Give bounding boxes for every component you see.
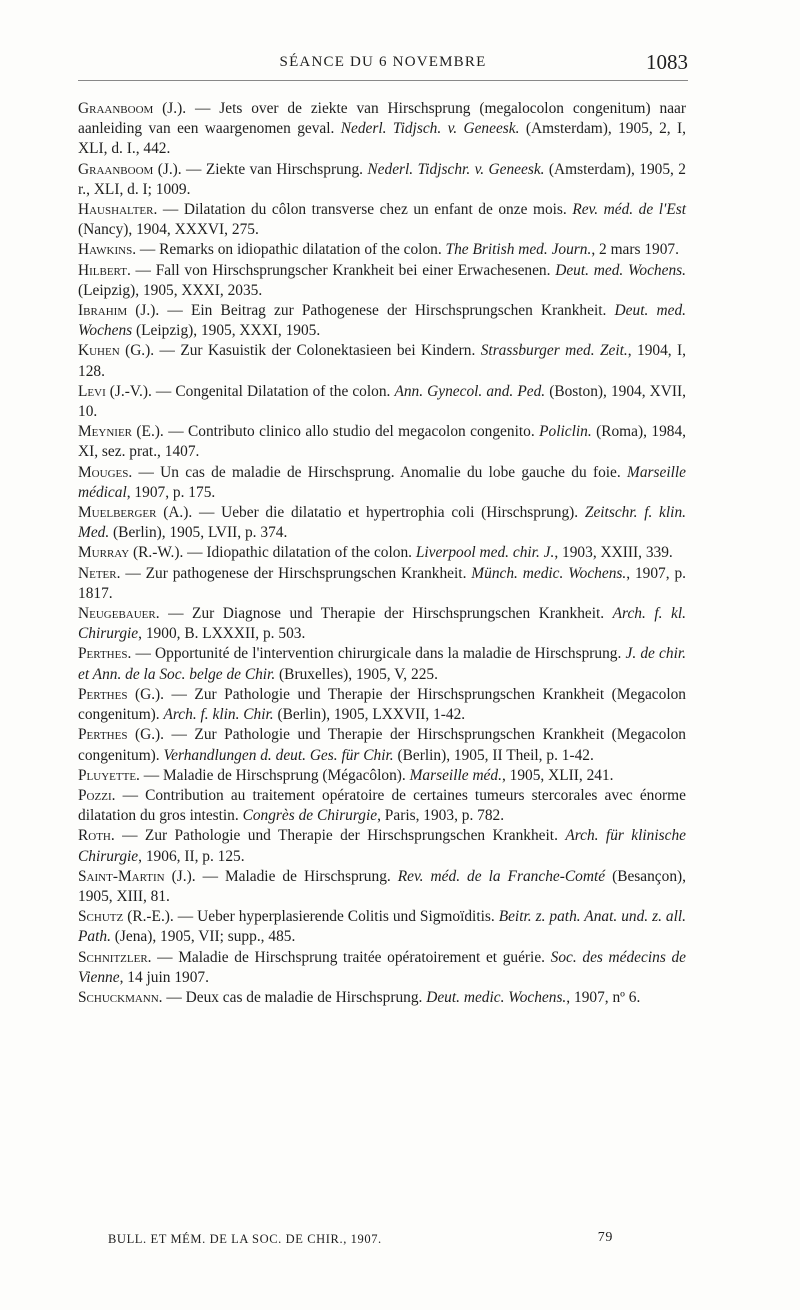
reference-details: (Berlin), 1905, LXXVII, 1-42.	[273, 706, 466, 724]
reference-entry	[78, 382, 686, 422]
reference-author: Kuhen (G.).	[78, 342, 155, 360]
reference-list	[78, 99, 686, 1008]
reference-journal: Deut. med. Wochens	[78, 302, 686, 340]
signature-mark: 79	[597, 1230, 613, 1245]
reference-author: Graanboom (J.).	[78, 160, 182, 178]
reference-title: — Jets over de ziekte van Hirschsprung (megalocolon congenitum) naar aanleiding van een waargenomen geval.	[78, 100, 686, 138]
reference-title: — Zur Pathologie und Therapie der Hirschsprungschen Krankheit (Megacolon congenitum).	[78, 726, 686, 764]
reference-details: , 1907, p. 1817.	[78, 564, 687, 602]
reference-details: , 1904, I, 128.	[78, 342, 687, 380]
reference-entry	[78, 543, 686, 563]
reference-author: Hawkins.	[78, 241, 137, 259]
reference-journal: Soc. des médecins de Vienne	[78, 948, 686, 986]
reference-details: (Roma), 1984, XI, sez. prat., 1407.	[78, 423, 686, 461]
reference-entry	[78, 463, 686, 503]
reference-details: (Amsterdam), 1905, 2 r., XLI, d. I; 1009.	[78, 160, 686, 198]
reference-journal: Zeitschr. f. klin. Med.	[78, 504, 686, 542]
reference-journal: Rev. méd. de l'Est	[572, 201, 686, 219]
reference-title: — Zur Diagnose und Therapie der Hirschsprungschen Krankheit.	[159, 605, 613, 623]
reference-author: Hilbert.	[78, 261, 131, 279]
reference-entry	[78, 240, 686, 260]
reference-author: Muelberger (A.).	[78, 504, 193, 522]
reference-entry	[78, 786, 686, 826]
reference-details: , 2 mars 1907.	[591, 241, 679, 259]
reference-journal: Congrès de Chirurgie	[242, 807, 378, 825]
reference-title: — Ueber hyperplasierende Colitis und Sigmoïditis.	[173, 908, 499, 926]
reference-title: — Congenital Dilatation of the colon.	[151, 382, 395, 400]
reference-entry	[78, 826, 686, 866]
running-title: SÉANCE DU 6 NOVEMBRE	[279, 54, 487, 70]
reference-author: Ibrahim (J.).	[78, 302, 160, 320]
reference-author: Neter.	[78, 564, 121, 582]
reference-journal: Deut. med. Wochens.	[555, 261, 686, 279]
reference-details: (Leipzig), 1905, XXXI, 2035.	[78, 281, 263, 299]
reference-author: Levi (J.-V.).	[78, 382, 152, 400]
reference-author: Schuckmann.	[78, 988, 163, 1006]
reference-details: (Amsterdam), 1905, 2, I, XLI, d. I., 442.	[78, 120, 686, 158]
page-number: 1083	[646, 50, 688, 74]
reference-journal: Deut. medic. Wochens.	[426, 988, 567, 1006]
reference-details: , 1905, XLII, 241.	[501, 766, 614, 784]
reference-title: — Ueber die dilatatio et hypertrophia coli (Hirschsprung).	[192, 504, 585, 522]
reference-entry	[78, 341, 686, 381]
reference-journal: Marseille médical	[78, 463, 686, 501]
reference-author: Murray (R.-W.).	[78, 544, 184, 562]
reference-author: Pluyette.	[78, 766, 140, 784]
reference-title: — Zur Pathologie und Therapie der Hirschsprungschen Krankheit (Megacolon congenitum).	[78, 685, 686, 724]
reference-entry	[78, 160, 686, 200]
reference-title: — Opportunité de l'intervention chirurgicale dans la maladie de Hirschsprung.	[131, 645, 626, 663]
reference-author: Neugebauer.	[78, 605, 160, 623]
reference-entry	[78, 907, 686, 947]
reference-title: — Zur Pathologie und Therapie der Hirschsprungschen Krankheit.	[114, 827, 566, 845]
reference-entry	[78, 685, 686, 725]
footer-journal-line: BULL. ET MÉM. DE LA SOC. DE CHIR., 1907.	[108, 1232, 382, 1246]
reference-entry	[78, 644, 686, 684]
reference-journal: Ann. Gynecol. and. Ped.	[394, 382, 546, 400]
reference-journal: Verhandlungen d. deut. Ges. für Chir.	[163, 746, 394, 764]
reference-title: — Contribution au traitement opératoire de certaines tumeurs stercorales avec énorme dilatation du gros intestin.	[78, 786, 686, 825]
reference-journal: Rev. méd. de la Franche-Comté	[397, 867, 606, 885]
reference-journal: Beitr. z. path. Anat. und. z. all. Path.	[78, 908, 687, 946]
reference-author: Haushalter.	[78, 201, 158, 219]
reference-entry	[78, 766, 686, 786]
reference-entry	[78, 604, 686, 644]
reference-journal: Nederl. Tidjsch. v. Geneesk.	[340, 120, 520, 138]
reference-details: , 14 juin 1907.	[119, 968, 209, 986]
reference-author: Meynier (E.).	[78, 423, 164, 441]
reference-details: (Bruxelles), 1905, V, 225.	[275, 665, 438, 683]
reference-title: — Idiopathic dilatation of the colon.	[183, 544, 416, 562]
reference-journal: The British med. Journ.	[445, 241, 592, 259]
reference-title: — Contributo clinico allo studio del megacolon congenito.	[163, 423, 540, 441]
reference-journal: J. de chir. et Ann. de la Soc. belge de Chir.	[78, 645, 686, 683]
reference-entry	[78, 564, 686, 604]
reference-journal: Marseille méd.	[409, 766, 502, 784]
reference-entry	[78, 867, 686, 907]
reference-entry	[78, 422, 686, 462]
reference-details: , 1903, XXIII, 339.	[554, 544, 673, 562]
reference-journal: Liverpool med. chir. J.	[415, 544, 555, 562]
reference-entry	[78, 725, 686, 765]
reference-entry	[78, 99, 686, 160]
reference-details: , 1907, nº 6.	[566, 988, 641, 1006]
reference-journal: Münch. medic. Wochens.	[471, 564, 627, 582]
reference-details: , 1906, II, p. 125.	[138, 847, 245, 865]
reference-author: Mouges.	[78, 463, 133, 481]
reference-author: Schnitzler.	[78, 948, 152, 966]
reference-details: (Boston), 1904, XVII, 10.	[78, 382, 686, 421]
reference-entry	[78, 988, 686, 1008]
reference-entry	[78, 948, 686, 988]
reference-entry	[78, 301, 686, 341]
reference-details: , Paris, 1903, p. 782.	[377, 807, 505, 825]
reference-journal: Strassburger med. Zeit.	[480, 342, 628, 360]
reference-title: — Dilatation du côlon transverse chez un enfant de onze mois.	[157, 201, 573, 219]
reference-title: — Maladie de Hirschsprung (Mégacôlon).	[139, 766, 410, 784]
reference-author: Perthes (G.).	[78, 685, 165, 703]
reference-entry	[78, 503, 686, 543]
reference-journal: Policlin.	[539, 423, 592, 441]
reference-journal: Arch. f. kl. Chirurgie	[78, 605, 687, 643]
reference-title: — Deux cas de maladie de Hirschsprung.	[162, 988, 427, 1006]
reference-details: , 1900, B. LXXXII, p. 503.	[138, 625, 306, 643]
reference-author: Schutz (R.-E.).	[78, 908, 174, 926]
reference-title: — Zur Kasuistik der Colonektasieen bei Kindern.	[154, 342, 481, 360]
reference-journal: Nederl. Tidjschr. v. Geneesk.	[367, 160, 545, 178]
reference-title: — Un cas de maladie de Hirschsprung. Anomalie du lobe gauche du foie.	[132, 463, 627, 481]
reference-title: — Maladie de Hirschsprung.	[195, 867, 398, 885]
reference-author: Perthes (G.).	[78, 726, 165, 744]
page-header	[78, 52, 688, 78]
reference-entry	[78, 261, 686, 301]
reference-title: — Ein Beitrag zur Pathogenese der Hirschsprungschen Krankheit.	[159, 302, 615, 320]
reference-details: (Jena), 1905, VII; supp., 485.	[110, 928, 296, 946]
reference-title: — Fall von Hirschsprungscher Krankheit bei einer Erwachesenen.	[130, 261, 556, 279]
reference-author: Pozzi.	[78, 786, 116, 804]
reference-details: (Berlin), 1905, LVII, p. 374.	[109, 524, 288, 542]
reference-details: (Leipzig), 1905, XXXI, 1905.	[132, 322, 321, 340]
reference-author: Perthes.	[78, 645, 132, 663]
reference-title: — Ziekte van Hirschsprung.	[181, 160, 368, 178]
reference-title: — Zur pathogenese der Hirschsprungschen Krankheit.	[120, 564, 472, 582]
reference-details: (Nancy), 1904, XXXVI, 275.	[78, 221, 259, 239]
reference-title: — Maladie de Hirschsprung traitée opératoirement et guérie.	[151, 948, 551, 966]
reference-author: Saint-Martin (J.).	[78, 867, 196, 885]
reference-entry	[78, 200, 686, 240]
header-rule	[78, 80, 688, 81]
reference-title: — Remarks on idiopathic dilatation of the colon.	[136, 241, 446, 259]
reference-details: (Berlin), 1905, II Theil, p. 1-42.	[393, 746, 594, 764]
reference-details: , 1907, p. 175.	[126, 483, 216, 501]
reference-author: Graanboom (J.).	[78, 100, 187, 117]
reference-journal: Arch. für klinische Chirurgie	[78, 827, 686, 865]
reference-author: Roth.	[78, 827, 115, 845]
reference-journal: Arch. f. klin. Chir.	[163, 706, 274, 724]
reference-details: (Besançon), 1905, XIII, 81.	[78, 867, 686, 905]
